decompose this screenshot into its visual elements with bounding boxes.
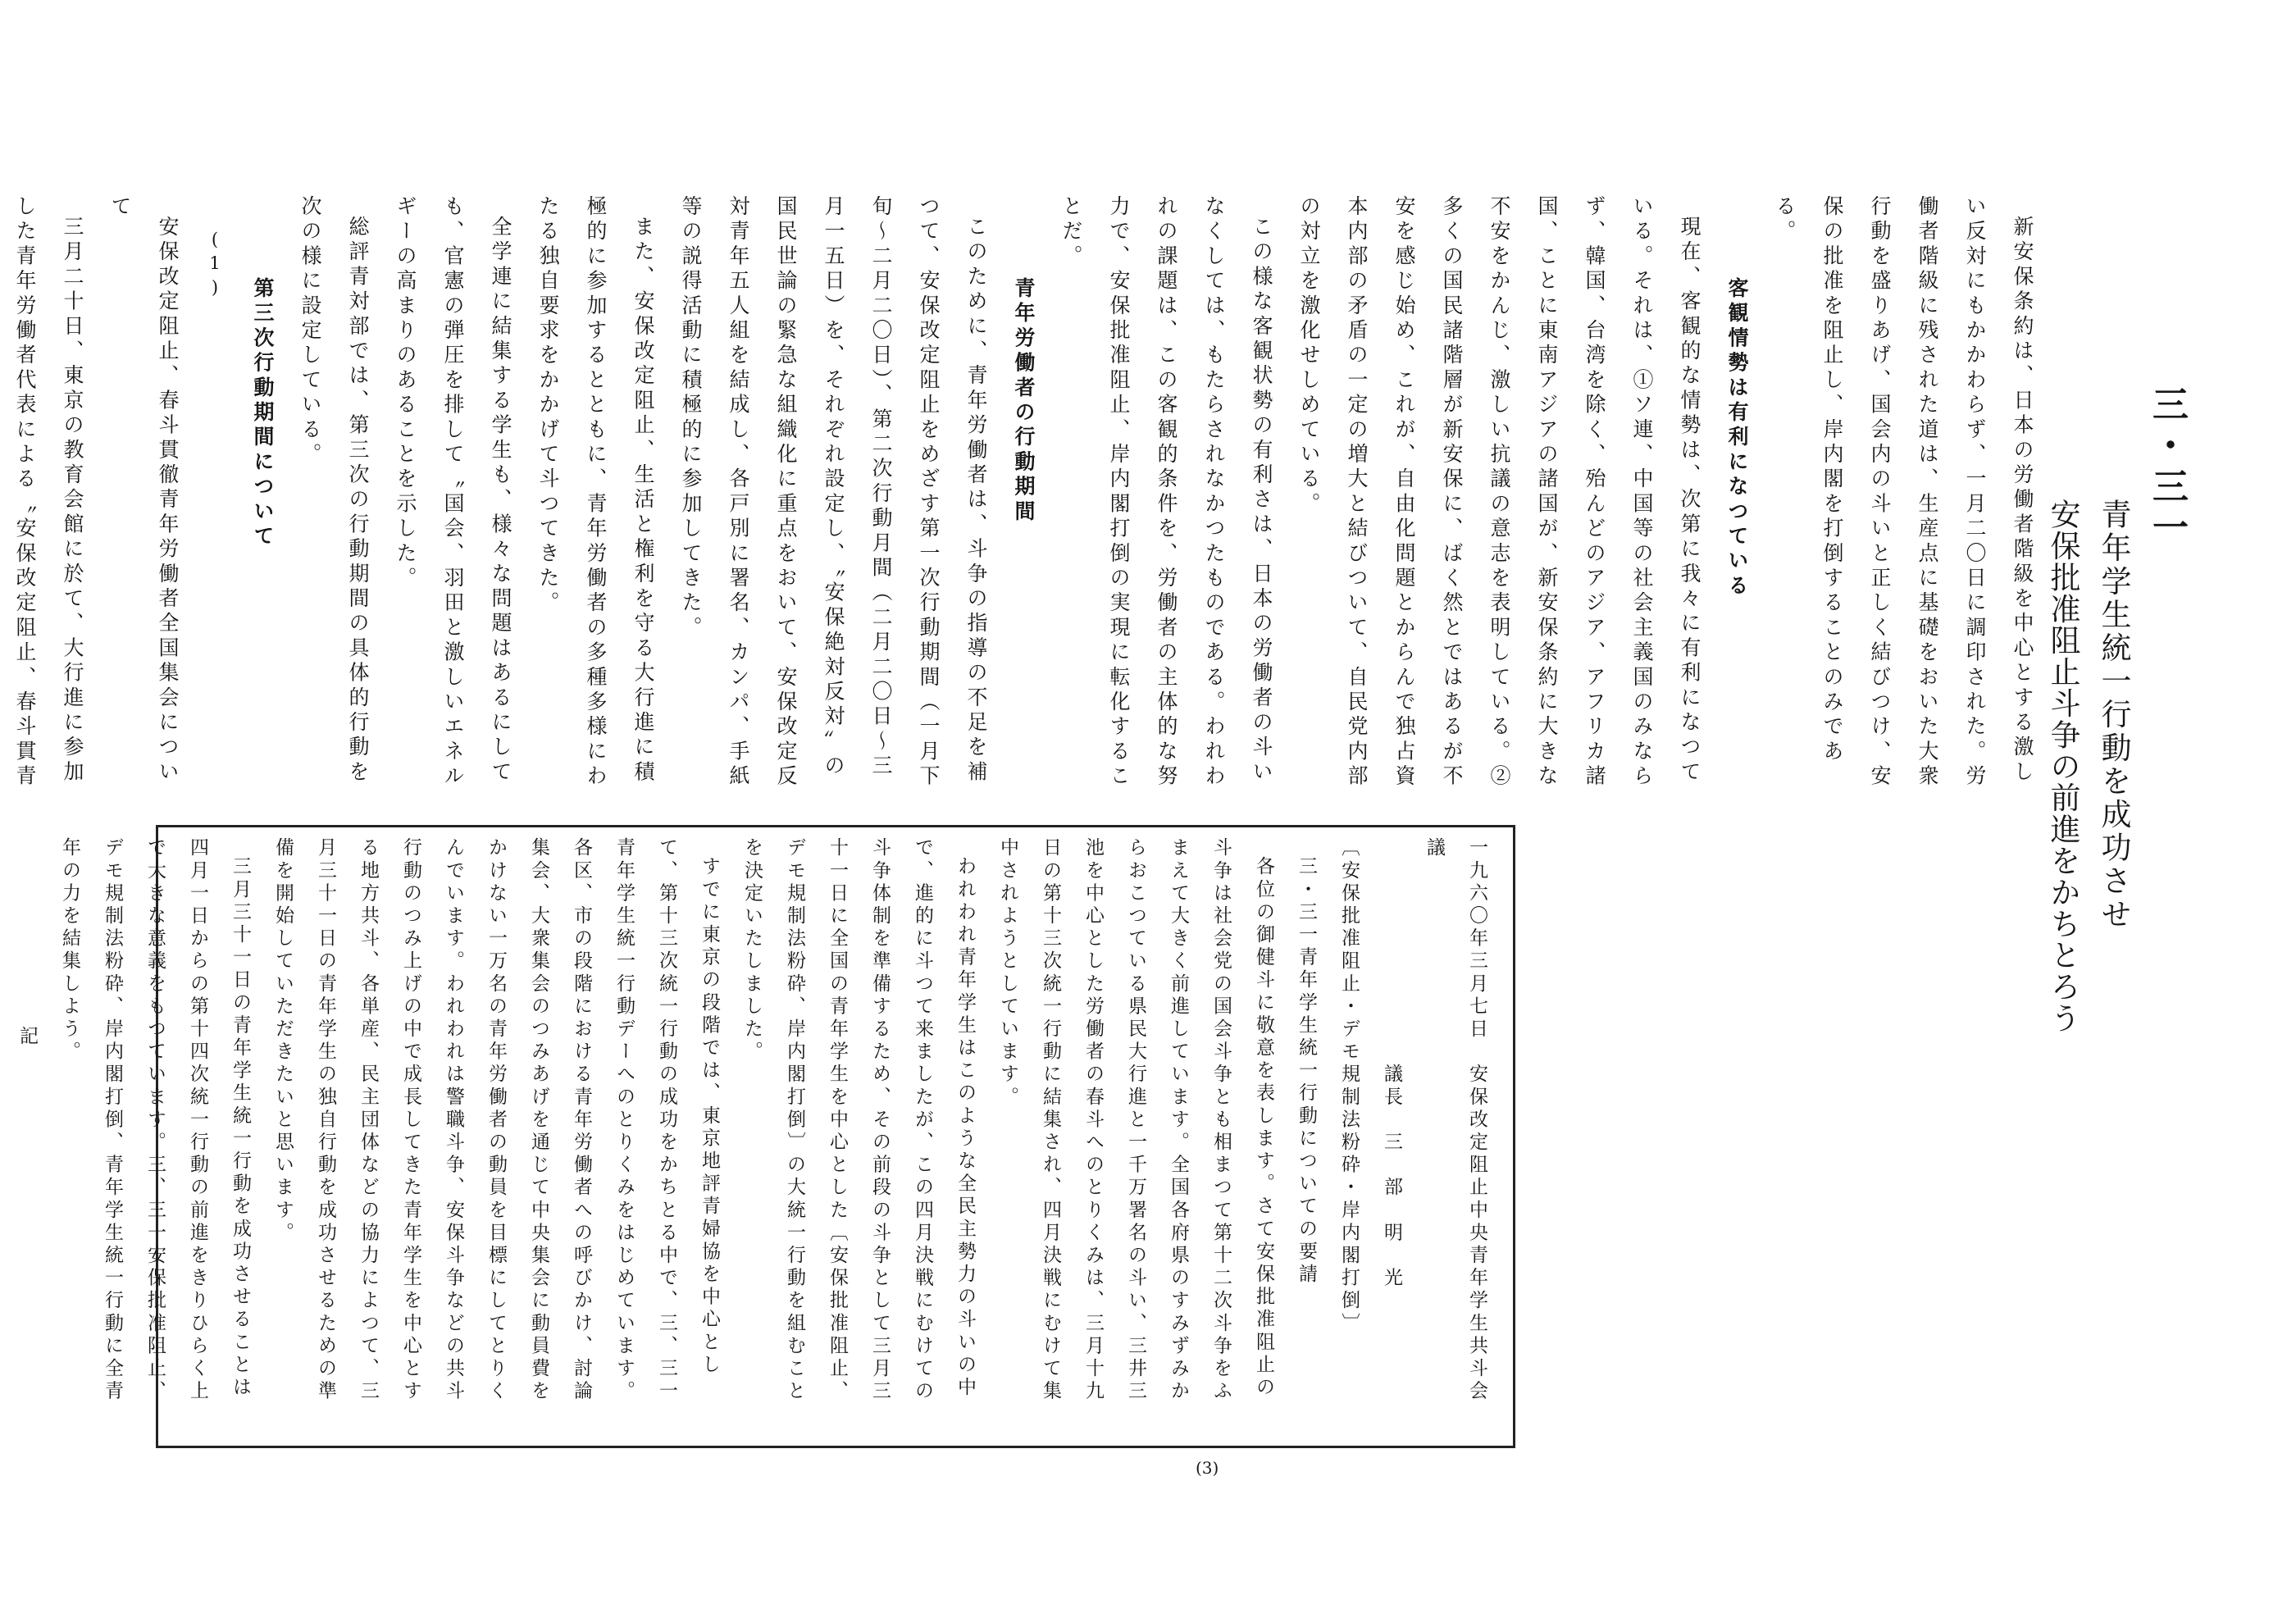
appeal-para: われわれ青年学生はこのような全民主勢力の斗いの中で、進的に斗つて来ましたが、この四月決戦にむけての斗争体制を準備するため、その前段の斗争として三月三十一日に全国の青年学生を中心とした〔安保批准阻止、デモ規制法粉砕、岸内閣打倒〕の大統一行動を組むことを決定いたしました。: [741, 837, 976, 1403]
upper-body-text: [13, 195, 2046, 802]
appeal-date-line: 一九六〇年三月七日 安保改定阻止中央青年学生共斗会議: [1424, 837, 1487, 1403]
section-heading: 青年労働者の行動期間: [1012, 277, 1036, 525]
title-sub: 安保批准阻止斗争の前進をかちとろう: [2045, 499, 2080, 1034]
page-number: (3): [1196, 1458, 1219, 1478]
section-heading: 第三次行動期間について: [251, 277, 275, 550]
title-number: 三・三一: [2146, 385, 2188, 549]
body-paragraph: また、安保改定阻止、生活と権利を守る大行進に積極的に参加するとともに、青年労働者の多種多様にわたる独自要求をかかげて斗つてきた。: [536, 195, 655, 790]
body-paragraph: 現在、客観的な情勢は、次第に我々に有利になつている。それは、①ソ連、中国等の社会主義国のみならず、韓国、台湾を除く、殆んどのアジア、アフリカ諸国、ことに東南アジアの諸国が、新安保条約に大きな不安をかんじ、激しい抗議の意志を表明している。②多くの国民諸階層が新安保に、ばく然とではあるが不安を感じ始め、これが、自由化問題とからんで独占資本内部の矛盾の一定の増大と結びついて、自民党内部の対立を激化せしめている。: [1297, 195, 1702, 790]
body-paragraph: この様な客観状勢の有利さは、日本の労働者の斗いなくしては、もたらされなかつたものである。われわれの課題は、この客観的条件を、労働者の主体的な努力で、安保批准阻止、岸内閣打倒の実現に転化することだ。: [1059, 195, 1273, 790]
section-number: (1): [205, 230, 225, 302]
body-paragraph: 三月二十日、東京の教育会館に於て、大行進に参加した青年労働者代表による〝安保改定阻止、春斗貫青: [13, 195, 84, 790]
appeal-box-text: [16, 837, 1498, 1411]
appeal-chair-line: 議長 三 部 明 光: [1381, 1064, 1402, 1290]
appeal-para: すでに東京の段階では、東京地評青婦協を中心として、第十三次統一行動の成功をかちとる中で、三、三一青年学生統一行動デーへのとりくみをはじめています。各区、市の段階における青年労働者への呼びかけ、討論集会、大衆集会のつみあげを通じて中央集会に動員費をかけない一万名の青年労働者の動員を目標にしてとりくんでいます。われわれは警職斗争、安保斗争などの共斗行動のつみ上げの中で成長してきた青年学生を中心とする地方共斗、各単産、民主団体などの協力によつて、三月三十一日の青年学生の独自行動を成功させるための準備を開始していただきたいと思います。: [272, 837, 720, 1403]
body-paragraph: 新安保条約は、日本の労働者階級を中心とする激しい反対にもかかわらず、一月二〇日に調印された。労働者階級に残された道は、生産点に基礎をおいた大衆行動を盛りあげ、国会内の斗いと正しく結びつけ、安保の批准を阻止し、岸内閣を打倒することのみである。: [1773, 195, 2034, 790]
memo-item: [0, 837, 6, 1411]
section-heading: 客観情勢は有利になつている: [1725, 277, 1749, 599]
body-paragraph: 安保改定阻止、春斗貫徹青年労働者全国集会について: [108, 195, 180, 786]
body-paragraph: 総評青対部では、第三次の行動期間の具体的行動を次の様に設定している。: [298, 195, 370, 786]
appeal-title: 〔安保批准阻止・デモ規制法粉砕・岸内閣打倒〕: [1338, 837, 1360, 1336]
body-paragraph: このために、青年労働者は、斗争の指導の不足を補つて、安保改定阻止をめざす第一次行動期間（一月下旬〜二月二〇日）、第二次行動月間（二月二〇日〜三月一五日）を、それぞれ設定し、〝安保絶対反対〟の国民世論の緊急な組織化に重点をおいて、安保改定反対青年五人組を結成し、各戸別に署名、カンパ、手紙等の説得活動に積極的に参加してきた。: [679, 195, 988, 790]
appeal-box: [16, 825, 1515, 1448]
appeal-para: 各位の御健斗に敬意を表します。さて安保批准阻止の斗争は社会党の国会斗争とも相まつて第十二次斗争をふまえて大きく前進しています。全国各府県のすみずみからおこつている県民大行進と一千万署名の斗い、三井三池を中心とした労働者の春斗へのとりくみは、三月十九日の第十三次統一行動に結集され、四月決戦にむけて集中されようとしています。: [997, 837, 1274, 1403]
body-paragraph: 全学連に結集する学生も、様々な問題はあるにしても、官憲の弾圧を排して〝国会、羽田と激しいエネルギーの高まりのあることを示した。: [394, 195, 512, 790]
title-main: 青年学生統一行動を成功させ: [2096, 499, 2131, 932]
appeal-subtitle: 三・三一青年学生統一行動についての要請: [1296, 856, 1317, 1287]
appeal-para: 三月三十一日の青年学生統一行動を成功させることは四月一日からの第十四次統一行動の前進をきりひらく上で大きな意義をもつています。三、三一安保批准阻止、デモ規制法粉砕、岸内閣打倒、青年学生統一行動に全青年の力を結集しよう。: [59, 837, 251, 1403]
memo-title: 記: [16, 1026, 38, 1049]
